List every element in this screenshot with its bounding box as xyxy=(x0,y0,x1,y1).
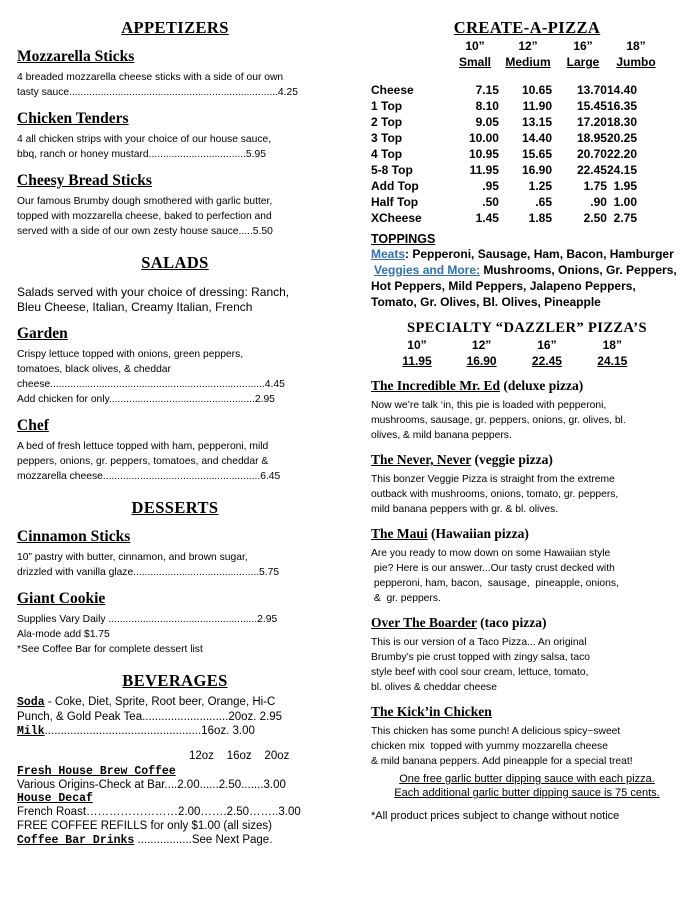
pizza-price-cell: .90 xyxy=(590,195,607,209)
pizza-price-row xyxy=(371,130,661,146)
coffee-bar-text: .................See Next Page. xyxy=(134,834,273,846)
menu-item-description xyxy=(17,550,333,580)
dessert-list xyxy=(17,528,333,657)
description-line: bbq, ranch or honey mustard..................................5.95 xyxy=(17,149,266,160)
specialty-title: SPECIALTY “DAZZLER” PIZZA’S xyxy=(407,320,647,336)
pizza-price-cell: 1.85 xyxy=(528,211,552,225)
pizza-price-cell: 1.95 xyxy=(613,179,637,193)
pizza-row-label: 5-8 Top xyxy=(371,163,413,177)
description-line: style beef with cool sour cream, lettuce, tomato, xyxy=(371,667,589,678)
description-line: topped with mozzarella cheese, baked to perfection and xyxy=(17,211,272,222)
pizza-price-cell: 14.40 xyxy=(606,83,637,97)
pizza-price-cell: 10.00 xyxy=(468,131,499,145)
pizza-row-label: Cheese xyxy=(371,83,414,97)
pizza-price-cell: 13.70 xyxy=(576,83,607,97)
menu-item-name: Garden xyxy=(17,325,68,342)
dipping-notes xyxy=(371,772,683,800)
salads-title: SALADS xyxy=(141,253,209,272)
specialty-pizza-description xyxy=(371,635,683,695)
appetizer-list xyxy=(17,48,333,239)
dipping-note-1: One free garlic butter dipping sauce with each pizza. xyxy=(399,773,655,785)
pizza-price-row xyxy=(371,114,661,130)
pizza-price-cell: 22.20 xyxy=(606,147,637,161)
veggies-text: Mushrooms, Onions, Gr. Peppers, Hot Peppers, Mild Peppers, Jalapeno Peppers, Tomato, Gr. Olives, Bl. Olives, Pineapple xyxy=(371,263,677,309)
specialty-pizza-tag: (deluxe pizza) xyxy=(500,378,584,393)
pizza-price-cell: 1.75 xyxy=(583,179,607,193)
soda-line-2: Punch, & Gold Peak Tea...........................20oz. 2.95 xyxy=(17,711,283,723)
pizza-price-row xyxy=(371,210,661,226)
left-column xyxy=(17,18,333,848)
menu-item-description xyxy=(17,132,333,162)
pizza-price-cell: .65 xyxy=(535,195,552,209)
menu-item-description xyxy=(17,439,333,484)
specialty-pizza-title: The Maui xyxy=(371,526,428,541)
description-line: 4 all chicken strips with your choice of our house sauce, xyxy=(17,134,272,145)
pizza-row-label: 2 Top xyxy=(371,115,403,129)
description-line: pepperoni, ham, bacon, sausage, pineapple, onions, xyxy=(371,578,619,589)
description-line: *See Coffee Bar for complete dessert list xyxy=(17,644,203,655)
pizza-price-cell: 16.90 xyxy=(521,163,552,177)
decaf-line: French Roast……………………2.00…….2.50……..3.00 xyxy=(17,806,301,818)
specialty-pizza-name xyxy=(371,452,683,468)
pizza-price-table xyxy=(371,82,661,226)
menu-item-description xyxy=(17,612,333,657)
pizza-row-label: XCheese xyxy=(371,211,422,225)
menu-item-name: Chicken Tenders xyxy=(17,110,129,127)
pizza-price-row xyxy=(371,178,661,194)
pizza-price-cell: 16.35 xyxy=(606,99,637,113)
description-line: cheese...........................................................................4.45 xyxy=(17,379,285,390)
coffee-bar-label: Coffee Bar Drinks xyxy=(17,834,135,847)
pizza-price-cell: 18.95 xyxy=(576,131,607,145)
pizza-row-label: 3 Top xyxy=(371,131,403,145)
size-inch: 10” xyxy=(465,39,485,53)
pizza-price-row xyxy=(371,194,661,210)
specialty-pizza-tag: (veggie pizza) xyxy=(471,452,553,467)
menu-item-name: Giant Cookie xyxy=(17,590,106,607)
menu-item-name: Mozzarella Sticks xyxy=(17,48,135,65)
specialty-pizza-name xyxy=(371,704,683,720)
description-line: & gr. peppers. xyxy=(371,593,441,604)
salads-intro-line: Salads served with your choice of dressing: Ranch, xyxy=(17,285,290,299)
pizza-price-cell: 1.00 xyxy=(613,195,637,209)
specialty-pizza-title: The Incredible Mr. Ed xyxy=(371,378,501,393)
description-line: mushrooms, sausage, gr. peppers, onions, gr. olives, bl. xyxy=(371,415,626,426)
pizza-price-cell: 8.10 xyxy=(475,99,499,113)
description-line: A bed of fresh lettuce topped with ham, pepperoni, mild xyxy=(17,441,269,452)
specialty-list xyxy=(371,378,683,769)
description-line: drizzled with vanilla glaze............................................5.75 xyxy=(17,567,280,578)
right-column xyxy=(371,18,683,822)
description-line: olives, & mild banana peppers. xyxy=(371,430,512,441)
pizza-price-cell: 20.70 xyxy=(576,147,607,161)
toppings-title: TOPPINGS xyxy=(371,232,436,246)
specialty-size: 10” xyxy=(407,338,427,352)
pizza-price-row xyxy=(371,82,661,98)
description-line: served with a side of our own zesty house sauce.....5.50 xyxy=(17,226,273,237)
specialty-pizza-name xyxy=(371,615,683,631)
specialty-pizza-description xyxy=(371,398,683,443)
pizza-size-header xyxy=(371,38,661,70)
beverages-title: BEVERAGES xyxy=(122,671,228,690)
description-line: Brumby’s pie crust topped with zingy salsa, taco xyxy=(371,652,591,663)
veggies-block xyxy=(371,262,683,310)
appetizers-title: APPETIZERS xyxy=(121,18,229,37)
salads-intro-line: Bleu Cheese, Italian, Creamy Italian, French xyxy=(17,300,253,314)
size-name: Jumbo xyxy=(616,55,656,69)
size-inch: 12” xyxy=(518,39,538,53)
pizza-row-label: Add Top xyxy=(371,179,419,193)
desserts-title: DESSERTS xyxy=(131,498,219,517)
specialty-pizza-tag: (Hawaiian pizza) xyxy=(427,526,529,541)
description-line: Are you ready to mow down on some Hawaiian style xyxy=(371,548,611,559)
create-pizza-title: CREATE-A-PIZZA xyxy=(453,18,601,37)
specialty-pizza-name xyxy=(371,378,683,394)
menu-item-name: Cheesy Bread Sticks xyxy=(17,172,152,189)
size-name: Medium xyxy=(505,55,551,69)
pizza-price-row xyxy=(371,146,661,162)
decaf-label: House Decaf xyxy=(17,792,93,805)
pizza-price-cell: 18.30 xyxy=(606,115,637,129)
meats-label: Meats xyxy=(371,247,406,261)
description-line: Supplies Vary Daily ....................................................2.95 xyxy=(17,614,278,625)
specialty-pizza-description xyxy=(371,546,683,606)
specialty-price: 24.15 xyxy=(597,354,628,368)
pizza-price-cell: 11.90 xyxy=(522,99,552,113)
description-line: tasty sauce.........................................................................4.25 xyxy=(17,87,298,98)
fresh-coffee-line: Various Origins-Check at Bar....2.00......2.50.......3.00 xyxy=(17,779,286,791)
size-inch: 18” xyxy=(626,39,646,53)
description-line: mild banana peppers with gr. & bl. olives. xyxy=(371,504,559,515)
description-line: Ala-mode add $1.75 xyxy=(17,629,110,640)
soda-text: - Coke, Diet, Sprite, Root beer, Orange, Hi-C xyxy=(44,696,276,708)
pizza-price-cell: 11.95 xyxy=(469,163,499,177)
fresh-coffee-label: Fresh House Brew Coffee xyxy=(17,765,176,778)
meats-text: : Pepperoni, Sausage, Ham, Bacon, Hamburger xyxy=(405,247,674,261)
specialty-size: 12” xyxy=(471,338,492,352)
specialty-pizza-title: The Never, Never xyxy=(371,452,472,467)
specialty-size-table xyxy=(385,337,645,369)
specialty-pizza-name xyxy=(371,526,683,542)
pizza-price-cell: 13.15 xyxy=(521,115,552,129)
pizza-price-cell: 10.65 xyxy=(521,83,552,97)
menu-item-name: Chef xyxy=(17,417,49,434)
salad-list xyxy=(17,325,333,484)
price-disclaimer: *All product prices subject to change without notice xyxy=(371,810,620,822)
pizza-row-label: Half Top xyxy=(371,195,419,209)
specialty-pizza-tag: (taco pizza) xyxy=(476,615,547,630)
menu-item-name: Cinnamon Sticks xyxy=(17,528,131,545)
description-line: tomatoes, black olives, & cheddar xyxy=(17,364,171,375)
pizza-price-cell: 15.45 xyxy=(576,99,607,113)
pizza-price-cell: 17.20 xyxy=(576,115,607,129)
description-line: Crispy lettuce topped with onions, green peppers, xyxy=(17,349,244,360)
salads-intro xyxy=(17,285,333,315)
pizza-price-cell: 1.25 xyxy=(528,179,552,193)
pizza-price-cell: 24.15 xyxy=(606,163,637,177)
specialty-price: 16.90 xyxy=(466,354,497,368)
description-line: Our famous Brumby dough smothered with garlic butter, xyxy=(17,196,273,207)
description-line: This chicken has some punch! A delicious spicy~sweet xyxy=(371,726,621,737)
menu-item-description xyxy=(17,347,333,407)
pizza-row-label: 1 Top xyxy=(371,99,403,113)
description-line: Add chicken for only...................................................2.95 xyxy=(17,394,275,405)
description-line: This bonzer Veggie Pizza is straight from the extreme xyxy=(371,474,615,485)
description-line: pie? Here is our answer...Our tasty crust decked with xyxy=(371,563,615,574)
size-name: Large xyxy=(566,55,600,69)
pizza-price-row xyxy=(371,162,661,178)
pizza-price-row xyxy=(371,98,661,114)
pizza-price-cell: 20.25 xyxy=(606,131,637,145)
pizza-price-cell: 14.40 xyxy=(521,131,552,145)
pizza-price-cell: 15.65 xyxy=(521,147,552,161)
pizza-price-cell: 9.05 xyxy=(475,115,499,129)
specialty-price: 22.45 xyxy=(531,354,562,368)
soda-label: Soda xyxy=(17,696,45,709)
refill-line: FREE COFFEE REFILLS for only $1.00 (all sizes) xyxy=(17,820,272,832)
pizza-row-label: 4 Top xyxy=(371,147,403,161)
pizza-price-cell: 10.95 xyxy=(468,147,499,161)
description-line: Now we’re talk ‘in, this pie is loaded with pepperoni, xyxy=(371,400,607,411)
specialty-pizza-description xyxy=(371,724,683,769)
description-line: bl. olives & cheddar cheese xyxy=(371,682,497,693)
pizza-price-cell: 1.45 xyxy=(475,211,499,225)
menu-item-description xyxy=(17,70,333,100)
specialty-pizza-description xyxy=(371,472,683,517)
menu-item-description xyxy=(17,194,333,239)
pizza-price-cell: 2.75 xyxy=(613,211,637,225)
description-line: outback with mushrooms, onions, tomato, gr. peppers, xyxy=(371,489,619,500)
description-line: 10” pastry with butter, cinnamon, and brown sugar, xyxy=(17,552,248,563)
pizza-price-cell: .95 xyxy=(482,179,499,193)
soda-line xyxy=(17,695,333,710)
milk-text: .................................................16oz. 3.00 xyxy=(44,725,255,737)
specialty-pizza-title: Over The Boarder xyxy=(371,615,477,630)
milk-line xyxy=(17,724,333,739)
coffee-bar-line xyxy=(17,833,333,848)
dipping-note-2: Each additional garlic butter dipping sauce is 75 cents. xyxy=(394,787,660,799)
size-name: Small xyxy=(458,55,491,69)
pizza-price-cell: 22.45 xyxy=(576,163,607,177)
description-line: 4 breaded mozzarella cheese sticks with a side of our own xyxy=(17,72,284,83)
description-line: mozzarella cheese.......................................................6.45 xyxy=(17,471,281,482)
description-line: peppers, onions, gr. peppers, tomatoes, and cheddar & xyxy=(17,456,269,467)
milk-label: Milk xyxy=(17,725,45,738)
specialty-size: 18” xyxy=(602,338,622,352)
meats-block xyxy=(371,246,683,262)
coffee-sizes: 12oz 16oz 20oz xyxy=(189,750,290,762)
pizza-price-cell: 2.50 xyxy=(583,211,607,225)
pizza-price-cell: .50 xyxy=(482,195,499,209)
specialty-pizza-title: The Kick’in Chicken xyxy=(371,704,492,719)
specialty-price: 11.95 xyxy=(402,354,432,368)
size-inch: 16” xyxy=(573,39,593,53)
beverages-block xyxy=(17,695,333,848)
description-line: & mild banana peppers. Add pineapple for a special treat! xyxy=(371,756,633,767)
description-line: This is our version of a Taco Pizza... An original xyxy=(371,637,587,648)
veggies-label: Veggies and More: xyxy=(374,263,481,277)
description-line: chicken mix topped with yummy mozzarella cheese xyxy=(371,741,608,752)
pizza-price-cell: 7.15 xyxy=(475,83,499,97)
specialty-size: 16” xyxy=(537,338,557,352)
